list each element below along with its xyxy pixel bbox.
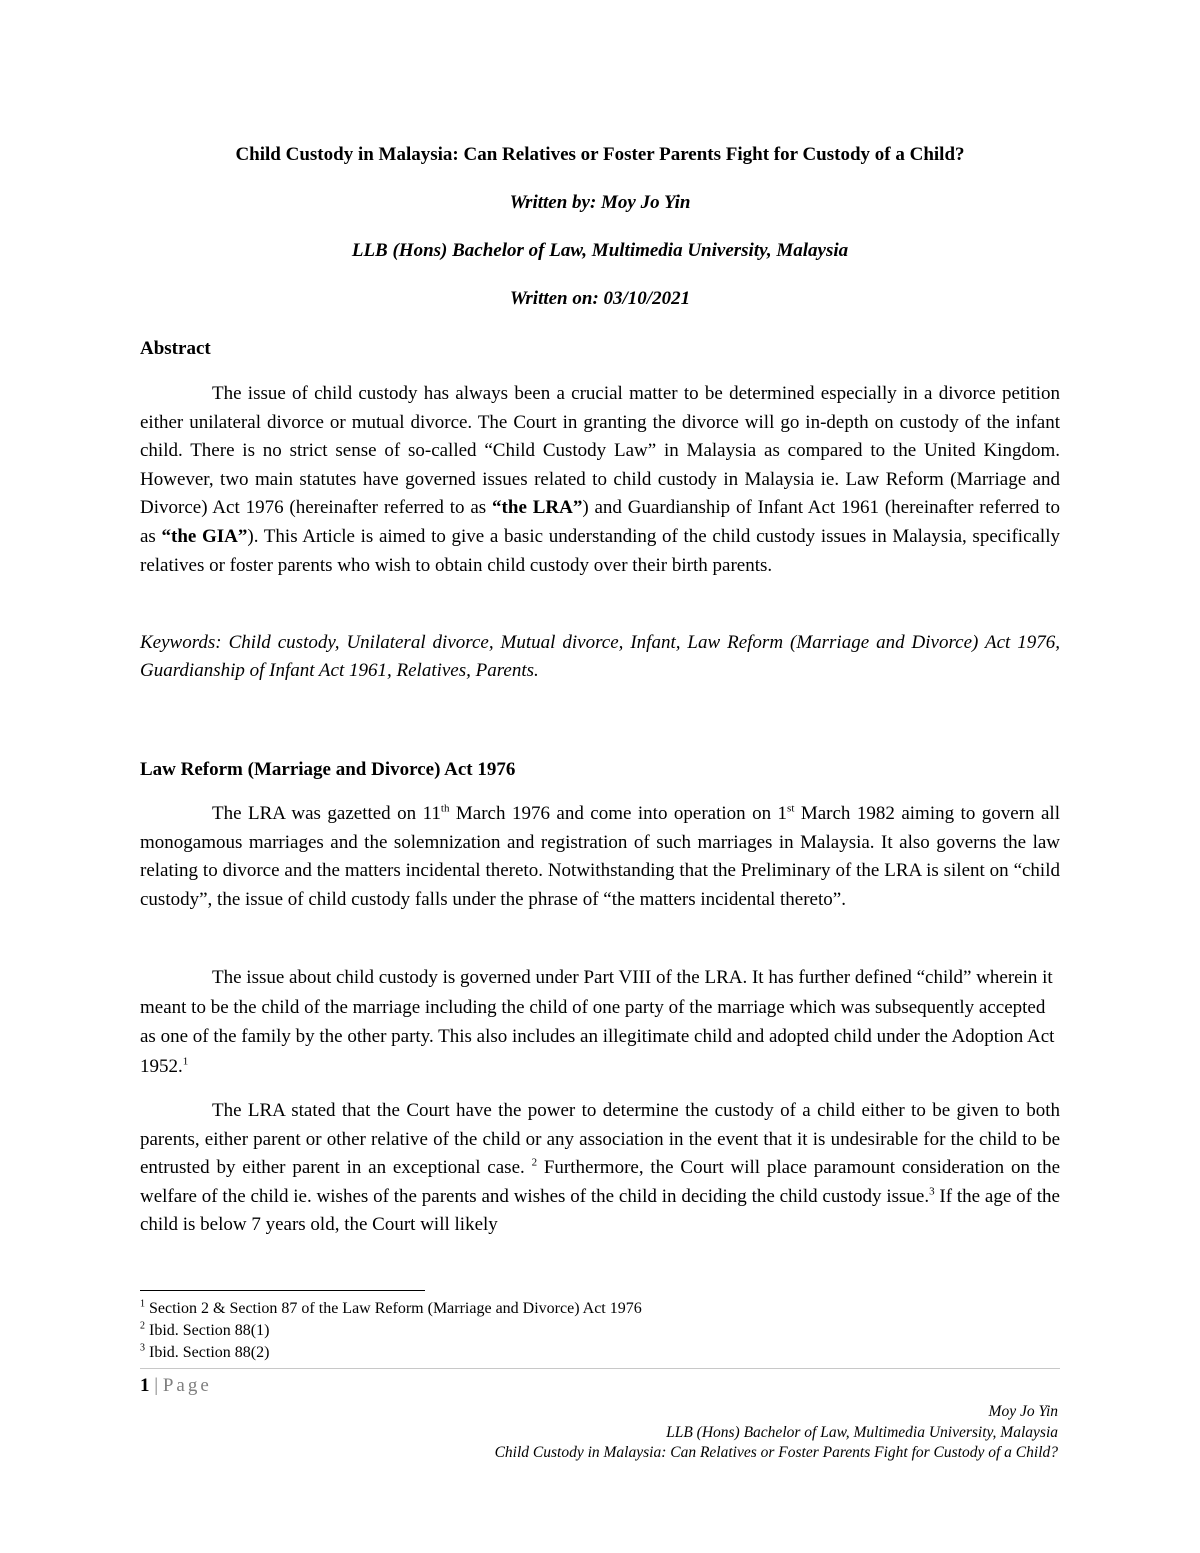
footer-qualification: LLB (Hons) Bachelor of Law, Multimedia University, Malaysia [666, 1423, 1058, 1441]
footer-divider [140, 1368, 1060, 1369]
ordinal-suffix: st [787, 802, 795, 815]
author-line: Written by: Moy Jo Yin [509, 192, 691, 213]
page-number: 1 | Page [140, 1375, 212, 1396]
footnote-ref-1[interactable]: 1 [182, 1055, 189, 1068]
footnotes [140, 1298, 1060, 1364]
footnote-3: $^3$ Ibid. Section 88(2) [140, 1342, 270, 1361]
abstract-heading: Abstract [140, 338, 211, 359]
section-paragraph-2: The issue about child custody is governed under Part VIII of the LRA. It has further defined “child” wherein it meant to be the child of the marriage including the child of one party of the marriage which was subsequently accepted as one of the family by the other party. This also includes an illegitimate child and adopted child under the Adoption Act 1952.$^1$ [140, 967, 1055, 1077]
keywords: Keywords: Child custody, Unilateral divorce, Mutual divorce, Infant, Law Reform (Marriage and Divorce) Act 1976, Guardianship of Infant Act 1961, Relatives, Parents. [140, 632, 1060, 681]
lra-abbreviation: “the LRA” [492, 497, 583, 519]
document-title: Child Custody in Malaysia: Can Relatives or Foster Parents Fight for Custody of a Child? [235, 144, 965, 165]
footer-title: Child Custody in Malaysia: Can Relatives or Foster Parents Fight for Custody of a Child? [494, 1444, 1058, 1461]
abstract-paragraph: The issue of child custody has always been a crucial matter to be determined especially in a divorce petition either unilateral divorce or mutual divorce. The Court in granting the divorce will go in-depth on custody of the infant child. There is no strict sense of so-called “Child Custody Law” in Malaysia as compared to the United Kingdom. However, two main statutes have governed issues related to child custody in Malaysia ie. Law Reform (Marriage and Divorce) Act 1976 (hereinafter referred to as “the LRA”) and Guardianship of Infant Act 1961 (hereinafter referred to as “the GIA”). This Article is aimed to give a basic understanding of the child custody issues in Malaysia, specifically relatives or foster parents who wish to obtain child custody over their birth parents. [140, 383, 1060, 576]
written-date: Written on: 03/10/2021 [509, 288, 691, 309]
footnote-2: $^2$ Ibid. Section 88(1) [140, 1320, 270, 1339]
section-paragraph-3: The LRA stated that the Court have the power to determine the custody of a child either to be given to both parents, either parent or other relative of the child or any association in the event that it is undesirable for the child to be entrusted by either parent in an exceptional case. $^2$ Furthermore, the Court will place paramount consideration on the welfare of the child ie. wishes of the parents and wishes of the child in deciding the child custody issue.$^3$ If the age of the child is below 7 years old, the Court will likely [140, 1100, 1061, 1236]
ordinal-suffix: th [440, 802, 450, 815]
gia-abbreviation: “the GIA” [161, 525, 248, 547]
footnote-ref-3[interactable]: 3 [929, 1185, 935, 1198]
section-heading-lra: Law Reform (Marriage and Divorce) Act 1976 [140, 759, 516, 780]
footnote-1: $^1$ Section 2 & Section 87 of the Law Reform (Marriage and Divorce) Act 1976 [140, 1298, 642, 1317]
running-footer [158, 1402, 1058, 1464]
footnote-ref-2[interactable]: 2 [531, 1156, 538, 1169]
footnote-divider [140, 1290, 425, 1291]
author-qualification: LLB (Hons) Bachelor of Law, Multimedia University, Malaysia [351, 240, 849, 261]
footer-author: Moy Jo Yin [988, 1403, 1058, 1420]
section-paragraph-1: The LRA was gazetted on 11th March 1976 and come into operation on 1st March 1982 aiming to govern all monogamous marriages and the solemnization and registration of such marriages in Malaysia. It also governs the law relating to divorce and the matters incidental thereto. Notwithstanding that the Preliminary of the LRA is silent on “child custody”, the issue of child custody falls under the phrase of “the matters incidental thereto”. [140, 802, 1060, 910]
